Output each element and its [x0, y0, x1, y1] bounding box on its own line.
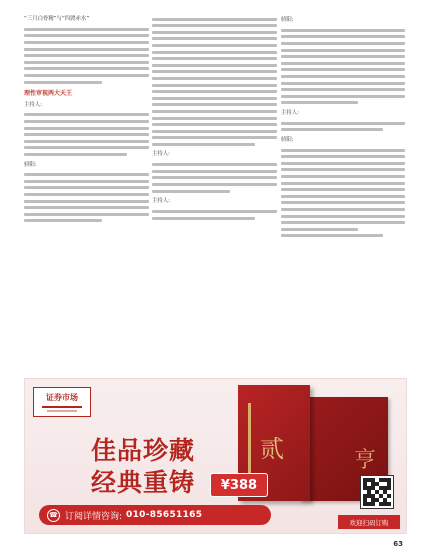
speaker-host: 主持人:: [281, 109, 299, 116]
text-line: [281, 201, 405, 204]
text-line: [152, 37, 277, 40]
text-line: [24, 67, 149, 70]
text-line: [281, 35, 405, 38]
text-line: [152, 31, 277, 34]
text-line: [24, 213, 149, 216]
text-line: [152, 163, 277, 166]
ad-headline-line2: 经典重铸: [91, 468, 196, 497]
speaker-host: 主持人:: [152, 151, 170, 158]
price-tag: ¥388: [210, 473, 268, 497]
section-heading: 理性审视两大天王: [24, 89, 73, 97]
text-line: [24, 133, 149, 136]
text-line: [152, 44, 277, 47]
text-line: [152, 90, 277, 93]
quote-term-1: 三月白骨精: [26, 16, 54, 22]
text-line: [24, 61, 149, 64]
text-line: [24, 34, 149, 37]
phone-number[interactable]: 010-85651165: [126, 510, 203, 520]
logo-text: 证券市场: [46, 392, 78, 402]
speaker-host: 主持人:: [152, 198, 170, 205]
article-column-3: [281, 14, 405, 241]
article-column-2: [152, 14, 277, 223]
logo-rule: [42, 406, 82, 408]
book-cover-glyph: 亨: [353, 448, 376, 473]
text-line: [152, 77, 277, 80]
subscription-advert[interactable]: [24, 378, 407, 534]
text-line: [281, 168, 405, 171]
text-line: [281, 101, 358, 104]
text-line: [152, 51, 277, 54]
quote-terms: “三月白骨精”与“四渡赤水”: [24, 16, 90, 22]
text-line: [24, 219, 102, 222]
text-line: [281, 195, 405, 198]
book-spine-stripe: [248, 403, 251, 483]
text-line: [24, 200, 149, 203]
text-line: [152, 97, 277, 100]
text-line: [152, 190, 230, 193]
text-line: [152, 103, 277, 106]
text-line: [24, 186, 149, 189]
text-line: [281, 149, 405, 152]
text-line: [281, 75, 405, 78]
text-line: [24, 153, 127, 156]
text-line: [24, 28, 149, 31]
text-line: [24, 127, 149, 130]
text-line: [281, 49, 405, 52]
qr-caption: 欢迎扫码订购: [338, 515, 400, 529]
text-line: [281, 68, 405, 71]
text-line: [24, 54, 149, 57]
speaker-jiaoyang: 骄阳:: [281, 17, 294, 23]
text-line: [152, 117, 277, 120]
text-line: [281, 188, 405, 191]
quote-term-2: 四渡赤水: [64, 16, 87, 22]
text-line: [281, 162, 405, 165]
text-line: [24, 48, 149, 51]
text-line: [24, 113, 149, 116]
text-line: [281, 82, 405, 85]
text-line: [152, 130, 277, 133]
magazine-logo: [33, 387, 91, 417]
text-line: [152, 123, 277, 126]
ad-headline-line1: 佳品珍藏: [91, 436, 196, 465]
text-line: [152, 18, 277, 21]
text-line: [24, 180, 149, 183]
text-line: [152, 176, 277, 179]
article-column-1: [24, 14, 149, 226]
text-line: [24, 74, 149, 77]
text-line: [152, 183, 277, 186]
text-line: [24, 173, 149, 176]
text-line: [281, 42, 405, 45]
text-line: [281, 155, 405, 158]
contact-label: 订阅详情咨询:: [65, 511, 123, 522]
text-line: [281, 62, 405, 65]
text-line: [152, 217, 255, 220]
text-line: [281, 175, 405, 178]
speaker-jiaoyang: 骄阳:: [24, 161, 37, 168]
text-line: [281, 95, 405, 98]
text-line: [152, 24, 277, 27]
text-line: [24, 140, 149, 143]
text-line: [152, 70, 277, 73]
text-line: [24, 120, 149, 123]
qr-code-icon[interactable]: [360, 475, 394, 509]
text-line: [152, 84, 277, 87]
logo-rule: [47, 410, 77, 412]
text-line: [281, 228, 358, 231]
author-note-line: [281, 234, 383, 237]
text-line: [281, 182, 405, 185]
text-line: [281, 208, 405, 211]
text-line: [24, 41, 149, 44]
text-line: [281, 128, 383, 131]
text-line: [152, 136, 277, 139]
speaker-host: 主持人:: [24, 101, 42, 108]
text-line: [152, 57, 277, 60]
text-line: [152, 210, 277, 213]
text-line: [152, 143, 255, 146]
contact-bar[interactable]: [39, 505, 271, 525]
book-cover-glyph: 贰: [260, 435, 284, 463]
text-line: [281, 215, 405, 218]
text-line: [24, 206, 149, 209]
phone-icon: ☎: [47, 509, 60, 522]
text-line: [281, 29, 405, 32]
text-line: [152, 170, 277, 173]
text-line: [281, 122, 405, 125]
text-line: [281, 88, 405, 91]
text-line: [152, 64, 277, 67]
text-line: [24, 81, 102, 84]
speaker-jiaoyang: 骄阳:: [281, 136, 294, 143]
text-line: [281, 55, 405, 58]
text-line: [281, 221, 405, 224]
page-number: 63: [393, 540, 403, 548]
text-line: [152, 110, 277, 113]
text-line: [24, 193, 149, 196]
text-line: [24, 146, 149, 149]
